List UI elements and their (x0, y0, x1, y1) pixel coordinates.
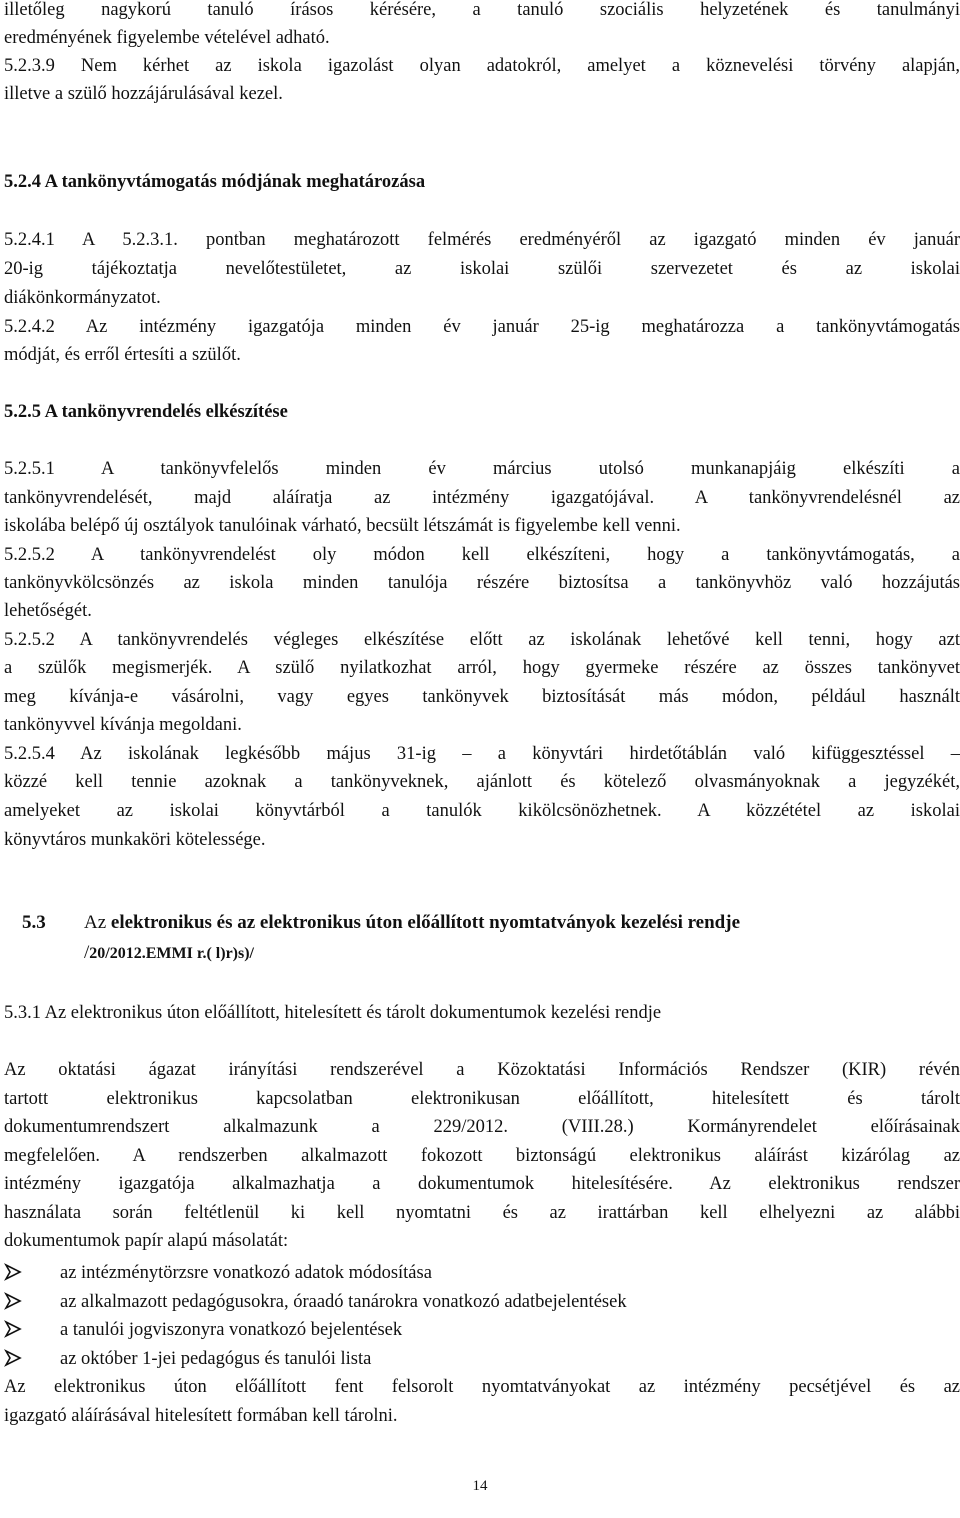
text-line: módját, és erről értesíti a szülőt. (4, 345, 241, 365)
text-line: 5.2.3.9 Nem kérhet az iskola igazolást olyan adatokról, amelyet a köznevelési törvény alapján, (4, 56, 960, 76)
text-line: lehetőségét. (4, 601, 92, 621)
section-heading-531: 5.3.1 Az elektronikus úton előállított, hitelesített és tárolt dokumentumok kezelési rendje (4, 1003, 662, 1023)
section-title-bold: elektronikus és az elektronikus úton előállított nyomtatványok kezelési rendje (110, 912, 741, 933)
text-line: megfelelően. A rendszerben alkalmazott fokozott biztonságú elektronikus aláírást kizárólag az (4, 1146, 960, 1166)
text-line: iskolába belépő új osztályok tanulóinak várható, becsült létszámát is figyelembe kell venni. (4, 516, 681, 536)
text-line: használata során feltétlenül ki kell nyomtatni és az irattárban kell elhelyezni az alábbi (4, 1203, 960, 1223)
list-item (4, 1316, 904, 1345)
list-item-text: az alkalmazott pedagógusokra, óraadó tanárokra vonatkozó adatbejelentések (60, 1292, 627, 1312)
list-item-text: a tanulói jogviszonyra vonatkozó bejelentések (60, 1320, 403, 1340)
arrow-bullet-icon (4, 1345, 60, 1374)
text-line: Az elektronikus úton előállított fent felsorolt nyomtatványokat az intézmény pecsétjével és az (4, 1377, 960, 1397)
text-line: eredményének figyelembe vételével adható. (4, 28, 330, 48)
text-line: tankönyvrendelését, majd aláíratja az intézmény igazgatójával. A tankönyvrendelésnél az (4, 488, 960, 508)
list-item (4, 1345, 904, 1374)
text-line: a szülők megismerjék. A szülő nyilatkozhat arról, hogy gyermeke részére az összes tankönyvet (4, 658, 960, 678)
text-line: 20-ig tájékoztatja nevelőtestületet, az iskolai szülői szervezetet és az iskolai (4, 259, 960, 279)
text-line: illetőleg nagykorú tanuló írásos kérésére, a tanuló szociális helyzetének és tanulmányi (4, 0, 960, 20)
list-item-text: az intézménytörzsre vonatkozó adatok módosítása (60, 1263, 432, 1283)
text-line: tartott elektronikus kapcsolatban elektronikusan előállított, hitelesített és tárolt (4, 1089, 960, 1109)
text-line: könyvtáros munkaköri kötelessége. (4, 830, 266, 850)
text-line: meg kívánja-e vásárolni, vagy egyes tankönyvek biztosítását más módon, például használt (4, 687, 960, 707)
text-line: dokumentumrendszert alkalmazunk a 229/2012. (VIII.28.) Kormányrendelet előírásainak (4, 1117, 960, 1137)
text-line: diákönkormányzatot. (4, 288, 161, 308)
page-number: 14 (472, 1478, 488, 1494)
reference-slash: / (84, 942, 90, 963)
arrow-bullet-icon (4, 1288, 60, 1317)
text-line: tankönyvvel kívánja megoldani. (4, 715, 242, 735)
reference-text: 20/2012.EMMI r.( l)r)s)/ (89, 945, 254, 962)
text-line: 5.2.5.4 Az iskolának legkésőbb május 31-ig – a könyvtári hirdetőtáblán való kifüggesztéssel – (4, 744, 960, 764)
list-item (4, 1288, 904, 1317)
text-line: 5.2.5.2 A tankönyvrendelés végleges elkészítése előtt az iskolának lehetővé kell tenni, hogy azt (4, 630, 960, 650)
text-line: tankönyvkölcsönzés az iskola minden tanulója részére biztosítsa a tankönyvhöz való hozzájutás (4, 573, 960, 593)
text-line: közzé kell tennie azoknak a tankönyveknek, ajánlott és kötelező olvasmányoknak a jegyzékét, (4, 772, 960, 792)
text-line: igazgató aláírásával hitelesített formában kell tárolni. (4, 1406, 398, 1426)
arrow-bullet-icon (4, 1259, 60, 1288)
text-line: intézmény igazgatója alkalmazhatja a dokumentumok hitelesítésére. Az elektronikus rendszer (4, 1174, 960, 1194)
text-line: 5.2.4.1 A 5.2.3.1. pontban meghatározott felmérés eredményéről az igazgató minden év január (4, 230, 960, 250)
section-heading-525: 5.2.5 A tankönyvrendelés elkészítése (4, 402, 288, 422)
list-item-text: az október 1-jei pedagógus és tanulói lista (60, 1349, 372, 1369)
section-title-53 (84, 908, 960, 938)
arrow-bullet-icon (4, 1316, 60, 1345)
text-line: Az oktatási ágazat irányítási rendszerével a Közoktatási Információs Rendszer (KIR) révén (4, 1060, 960, 1080)
section-title-prefix: Az (84, 912, 111, 933)
text-line: dokumentumok papír alapú másolatát: (4, 1231, 289, 1251)
section-heading-524: 5.2.4 A tankönyvtámogatás módjának meghatározása (4, 172, 426, 192)
text-line: 5.2.4.2 Az intézmény igazgatója minden év január 25-ig meghatározza a tankönyvtámogatás (4, 317, 960, 337)
section-reference (84, 938, 960, 969)
section-number-53: 5.3 (22, 912, 46, 933)
list-item (4, 1259, 904, 1288)
text-line: 5.2.5.1 A tankönyvfelelős minden év március utolsó munkanapjáig elkészíti a (4, 459, 960, 479)
text-line: illetve a szülő hozzájárulásával kezel. (4, 84, 283, 104)
text-line: 5.2.5.2 A tankönyvrendelést oly módon kell elkészíteni, hogy a tankönyvtámogatás, a (4, 545, 960, 565)
text-line: amelyeket az iskolai könyvtárból a tanulók kikölcsönözhetnek. A közzététel az iskolai (4, 801, 960, 821)
